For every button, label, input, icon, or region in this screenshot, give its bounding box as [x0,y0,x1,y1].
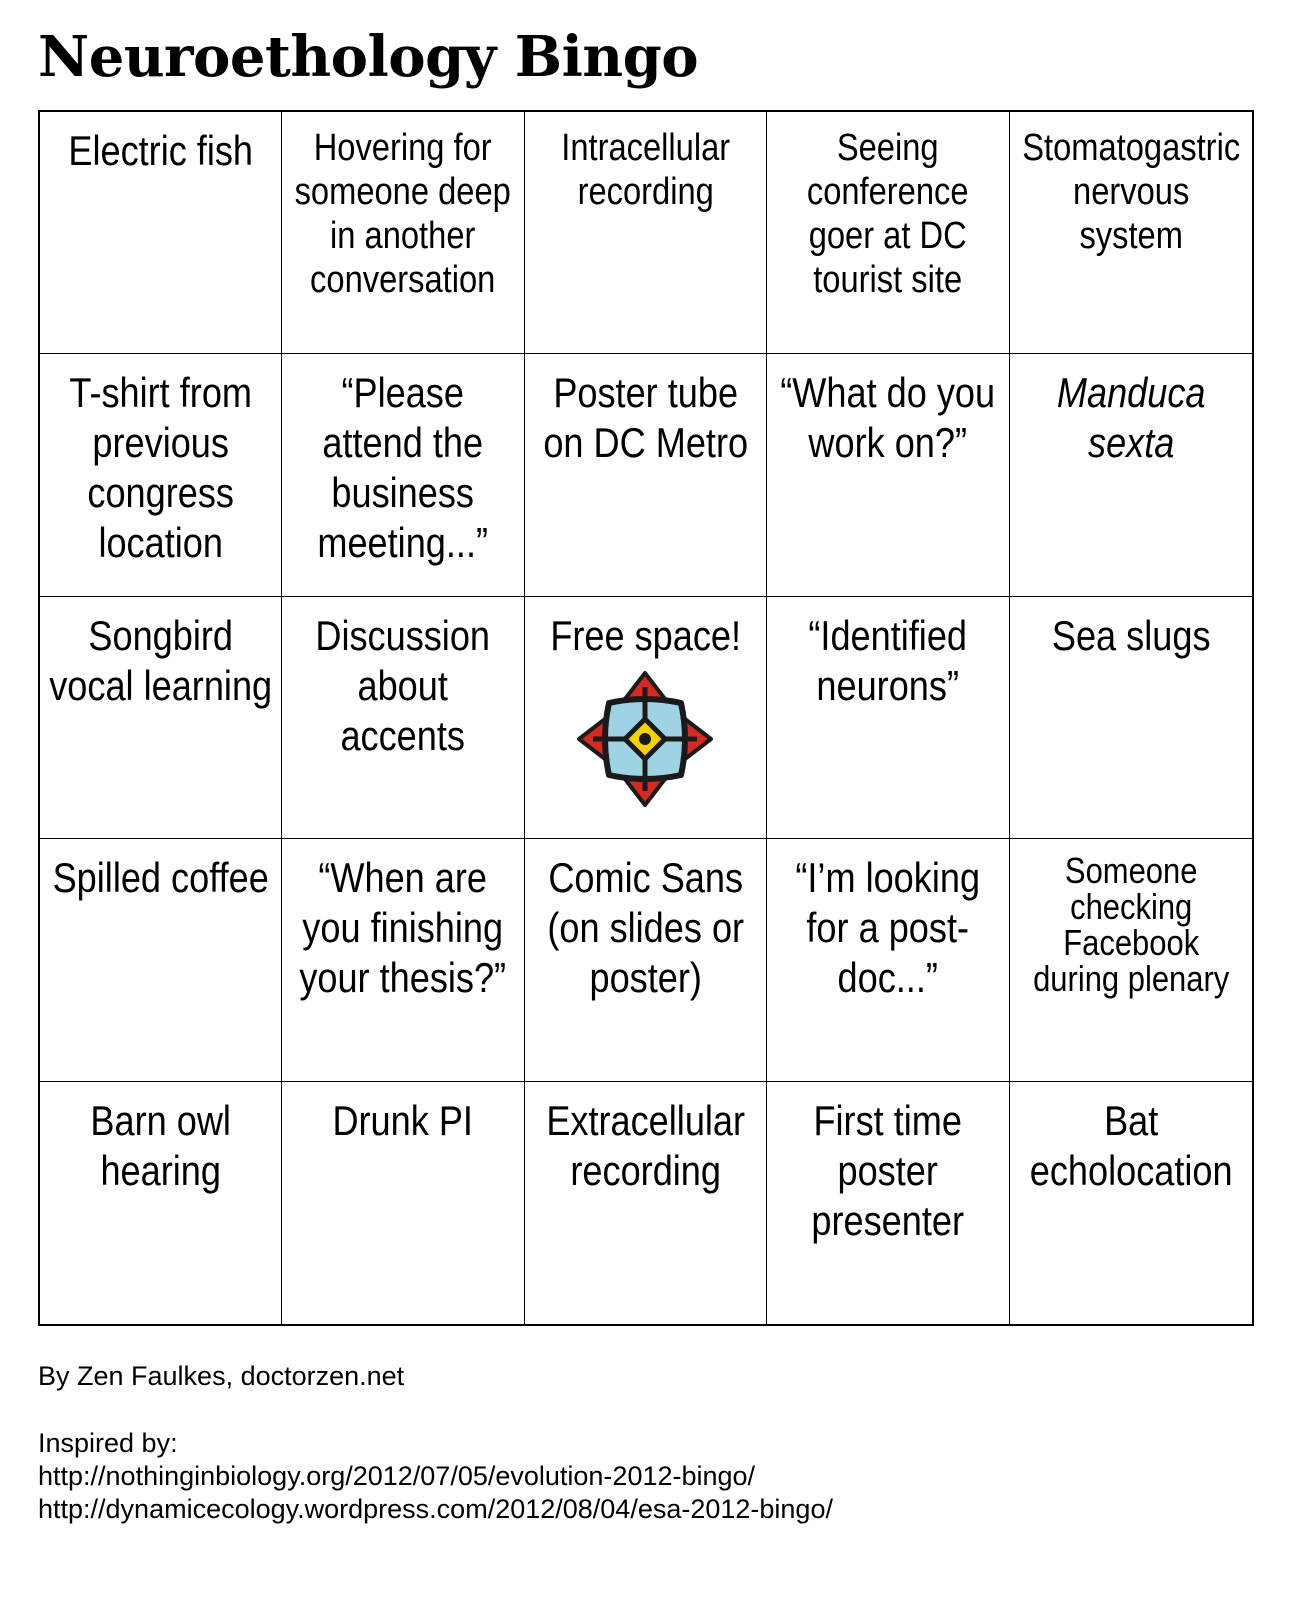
bingo-cell [1010,839,1252,1081]
bingo-cell-text: Electric fish [68,127,254,174]
bingo-cell [767,839,1009,1081]
bingo-cell [767,354,1009,596]
bingo-cell [1010,354,1252,596]
bingo-cell [525,839,767,1081]
bingo-cell-text: Drunk PI [332,1096,474,1144]
bingo-cell [767,597,1009,839]
inspired-label: Inspired by: [38,1428,178,1458]
inspiration-link[interactable]: http://nothinginbiology.org/2012/07/05/evolution-2012-bingo/ [38,1461,756,1491]
bingo-cell-text: Seeing conference goer at DC tourist site [807,127,969,301]
bingo-cell [1010,597,1252,839]
bingo-cell-text: Comic Sans (on slides or poster) [547,854,744,1002]
bingo-cell-text: T-shirt from previous congress location [69,369,252,567]
bingo-cell-text: “Please attend the business meeting...” [317,369,489,567]
bingo-cell-text: First time poster presenter [811,1096,965,1244]
bingo-cell-text: Sea slugs [1051,611,1211,659]
bingo-cell-text: “I’m looking for a post-doc...” [795,854,981,1002]
bingo-cell [525,1082,767,1324]
bingo-cell-text: Discussion about accents [315,611,491,759]
bingo-cell [282,597,524,839]
bingo-cell [40,839,282,1081]
bingo-cell-text: Intracellular recording [561,127,730,213]
bingo-cell [525,354,767,596]
bingo-cell-text: Someone checking Facebook during plenary [1032,850,1229,1000]
bingo-cell [767,112,1009,354]
bingo-cell-text: “When are you finishing your thesis?” [299,854,507,1002]
bingo-cell-text: Extracellular recording [546,1096,745,1194]
bingo-cell [767,1082,1009,1324]
bingo-cell-text: Hovering for someone deep in another conversation [294,127,512,301]
bingo-cell [40,1082,282,1324]
bingo-cell-text: Bat echolocation [1029,1096,1233,1194]
bingo-cell [40,112,282,354]
bingo-cell [40,597,282,839]
bingo-cell-text: “Identified neurons” [808,611,968,709]
bingo-cell [1010,112,1252,354]
page-title: Neuroethology Bingo [38,24,699,90]
bingo-cell [40,354,282,596]
bingo-cell-text: “What do you work on?” [780,369,996,467]
bingo-cell-text: Manduca sexta [1056,369,1206,467]
bingo-cell-text: Songbird vocal learning [49,611,273,709]
compass-star-icon [575,669,715,809]
bingo-cell [282,1082,524,1324]
bingo-cell-text: Free space! [550,611,741,659]
bingo-cell-text: Poster tube on DC Metro [543,369,748,467]
bingo-cell [282,839,524,1081]
bingo-cell [525,112,767,354]
inspiration-link[interactable]: http://dynamicecology.wordpress.com/2012/08/04/esa-2012-bingo/ [38,1494,833,1524]
bingo-cell-text: Spilled coffee [52,854,269,902]
bingo-cell [282,112,524,354]
bingo-cell [282,354,524,596]
free-space-cell [525,597,767,839]
bingo-cell [1010,1082,1252,1324]
bingo-cell-text: Stomatogastric nervous system [1021,127,1240,257]
byline: By Zen Faulkes, doctorzen.net [38,1361,405,1391]
bingo-cell-text: Barn owl hearing [90,1096,231,1194]
bingo-grid [38,110,1254,1326]
